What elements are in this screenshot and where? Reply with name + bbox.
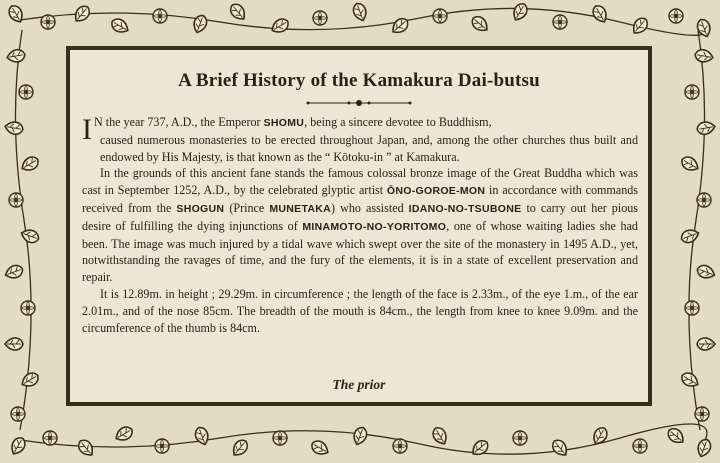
paragraph-2: In the grounds of this ancient fane stands the famous colossal bronze image of the Great Buddha which was cast in September 1252, A.D., by the celebrated glyptic artist ŌNO-GOROE-MON in accordance with commands received from the SHOGUN (Prince MUNETAKA) who assisted IDANO-NO-TSUBONE to carry out her pious desire of fulfilling the dying injunctions of MINAMOTO-NO-YORITOMO, one of whose waiting ladies she had been. The image was much injured by a tidal wave which swept over the site of the monastery in 1495 A.D., yet, notwithstanding the ravages of time, and the fury of the elements, it is in a state of excellent preservation and repair. xyxy=(82,166,638,285)
page-title: A Brief History of the Kamakura Dai-butsu xyxy=(178,70,540,91)
drop-cap: I xyxy=(82,113,92,146)
name-shogun: SHOGUN xyxy=(176,202,225,215)
title-ornament xyxy=(304,98,414,108)
signature: The prior xyxy=(332,377,386,392)
history-text xyxy=(82,114,638,336)
name-lady: IDANO-NO-TSUBONE xyxy=(408,202,522,215)
name-artist: ŌNO-GOROE-MON xyxy=(386,185,486,198)
name-emperor: SHOMU xyxy=(263,117,305,129)
paragraph-3: It is 12.89m. in height ; 29.29m. in circumference ; the length of the face is 2.33m., of the eye 1.m., of the ear 2.01m., and of the nose 85cm. The breadth of the mouth is 84cm., the length from knee to knee 9.09m. and the circumference of the thumb is 84cm. xyxy=(82,286,638,335)
text-panel xyxy=(66,46,652,406)
name-prince: MUNETAKA xyxy=(269,202,332,215)
paragraph-1: I N the year 737, A.D., the Emperor SHOMU, being a sincere devotee to Buddhism, caused numerous monasteries to be erected throughout Japan, and, among the other churches thus built and endowed by His Majesty, is that known as the “ Kōtoku-in ” at Kamakura. xyxy=(82,113,638,164)
name-yoritomo: MINAMOTO-NO-YORITOMO xyxy=(302,220,447,233)
